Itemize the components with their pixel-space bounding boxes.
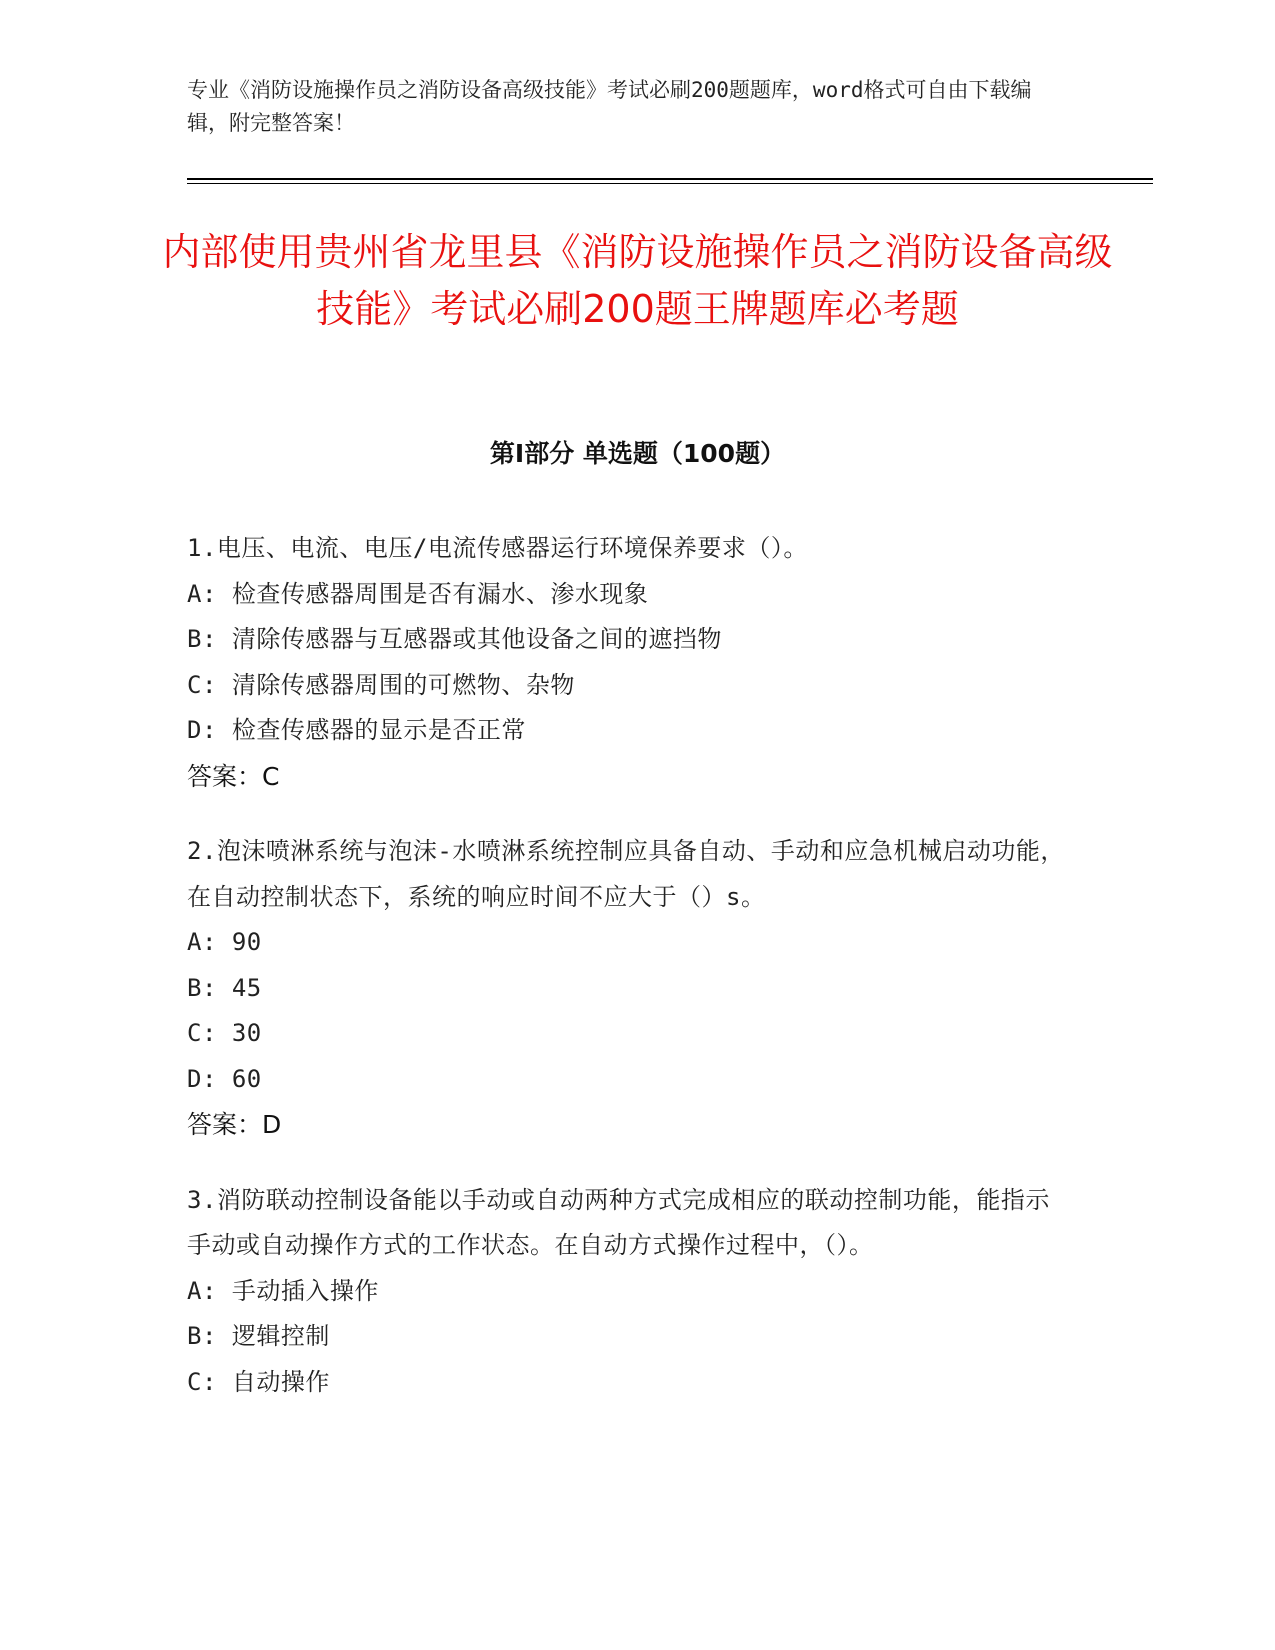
document-title: 内部使用贵州省龙里县《消防设施操作员之消防设备高级技能》考试必刷200题王牌题库必考题: [162, 230, 1113, 331]
header-note: 专业《消防设施操作员之消防设备高级技能》考试必刷200题题库，word格式可自由下载编辑，附完整答案！: [187, 78, 1032, 135]
question-stem: 3.消防联动控制设备能以手动或自动两种方式完成相应的联动控制功能，能指示手动或自动操作方式的工作状态。在自动方式操作过程中，（）。: [187, 1185, 1050, 1259]
answer: 答案：D: [187, 1110, 282, 1139]
section-title: 第Ⅰ部分 单选题（100题）: [489, 439, 786, 468]
option-a: A: 检查传感器周围是否有漏水、渗水现象: [187, 579, 649, 608]
question-2: [187, 829, 1067, 1148]
option-b: B: 清除传感器与互感器或其他设备之间的遮挡物: [187, 625, 722, 653]
option-d: D: 60: [187, 1064, 262, 1093]
question-3: [187, 1178, 1067, 1406]
question-stem: 1.电压、电流、电压/电流传感器运行环境保养要求（）。: [187, 534, 808, 562]
option-c: C: 清除传感器周围的可燃物、杂物: [187, 670, 575, 699]
option-c: C: 自动操作: [187, 1367, 330, 1396]
option-b: B: 逻辑控制: [187, 1322, 330, 1350]
question-1: [187, 526, 1067, 799]
header-rule-thin: [187, 183, 1153, 184]
option-a: A: 90: [187, 928, 262, 956]
option-b: B: 45: [187, 973, 262, 1002]
question-stem: 2.泡沫喷淋系统与泡沫-水喷淋系统控制应具备自动、手动和应急机械启动功能，在自动控制状态下，系统的响应时间不应大于（）s。: [187, 837, 1065, 911]
option-a: A: 手动插入操作: [187, 1276, 379, 1305]
header-rule-thick: [187, 178, 1153, 180]
question-list: [187, 526, 1067, 1435]
option-c: C: 30: [187, 1019, 262, 1047]
option-d: D: 检查传感器的显示是否正常: [187, 716, 526, 744]
answer: 答案：C: [187, 761, 280, 791]
